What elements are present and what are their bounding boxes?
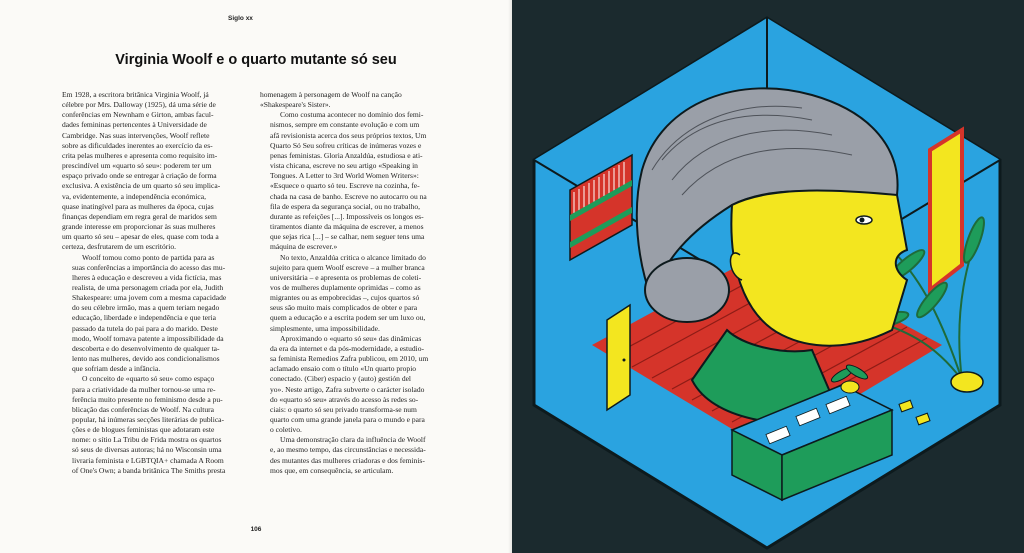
text-line: afã revisionista acerca dos seus próprios textos, Um [270, 130, 427, 140]
text-line: quarto com uma grande janela para o mundo e para [270, 415, 425, 424]
text-line: conferências em Newnham e Girton, ambas facul- [62, 110, 214, 120]
text-line: célebre por Mrs. Dalloway (1925), dá uma série de [62, 100, 216, 110]
text-line: homenagem à personagem de Woolf na canção [260, 90, 402, 99]
text-line: finanças dependiam em regra geral de maridos sem [62, 211, 217, 221]
text-line: lento nas mulheres, devido aos condicionalismos [72, 354, 220, 364]
window [930, 130, 962, 290]
text-line: migrantes ou as empobrecidas –, cujos quartos só [270, 293, 420, 303]
text-line: um quarto só seu – apesar de eles, quase com toda a [62, 232, 219, 242]
text-line: ferência muito presente no feminismo desde a pu- [72, 394, 223, 404]
illustration-page [512, 0, 1024, 553]
text-line: Como costuma acontecer no domínio dos femi- [280, 110, 424, 120]
paragraph [260, 253, 446, 334]
plant-pot [951, 372, 983, 392]
text-line: exclusiva. A existência de um quarto só seu implica- [62, 181, 221, 191]
article-title: Virginia Woolf e o quarto mutante só seu [115, 52, 397, 68]
door [607, 305, 630, 410]
text-line: grande interesse em proporcionar às suas mulheres [62, 222, 216, 232]
text-line: vista chicana, escreve no seu artigo «Speaking in [270, 161, 418, 171]
text-line: sujeito para quem Woolf escreve – a mulher branca [270, 262, 425, 272]
text-line: para a criatividade da mulher tornou-se uma re- [72, 384, 216, 394]
paragraph [260, 334, 446, 436]
text-line: que sofriam desde a infância. [72, 364, 161, 374]
text-line: só seus de diversas autoras; há no Wisconsin uma [72, 445, 222, 455]
text-line: dades femininas pertencentes à Universidade de [62, 120, 207, 130]
text-line: of One's Own; a banda britânica The Smiths presta [72, 465, 226, 475]
text-line: O conceito de «quarto só seu» como espaço [82, 374, 215, 384]
text-line: Shakespeare: uma jovem com a mesma capacidade [72, 293, 227, 303]
text-line: sobre as dificuldades inerentes ao exercício da es- [62, 140, 213, 150]
text-line: durante as refeições [...]. Impossíveis os longos es- [270, 211, 424, 221]
text-line: livraria feminista e LGBTQIA+ chamada A Room [72, 455, 224, 465]
text-line: «Shakespeare's Sister». [260, 100, 331, 110]
text-line: Quarto Só Seu sofreu críticas de inúmeras vozes e [270, 140, 422, 150]
text-line: Tongues. A Letter to 3rd World Women Writers»: [270, 171, 419, 181]
text-line: do seu célebre irmão, mas a quem teriam negado [72, 303, 220, 313]
text-line: quem a educação e a escrita podem ser um luxo ou, [270, 313, 426, 323]
text-line: quase inatingível para as mulheres da época, cujas [62, 201, 214, 211]
text-line: «Esquece o quarto só teu. Escreve na cozinha, fe- [270, 181, 420, 191]
text-line: descoberta e do desenvolvimento de qualquer ta- [72, 343, 220, 353]
paragraph [62, 253, 247, 375]
section-label: Siglo xx [228, 15, 253, 22]
text-line: realista, de uma personagem criada por ela, Judith [72, 282, 224, 292]
text-line: No texto, Anzaldúa critica o alcance limitado do [280, 252, 426, 262]
text-line: vos de mulheres duplamente oprimidas – como as [270, 282, 421, 292]
text-line: ções e de blogues feministas que adotaram este [72, 425, 215, 435]
paragraph [62, 374, 247, 476]
text-line: des mutantes das mulheres criadoras e dos feminis- [270, 455, 425, 465]
page-number: 106 [250, 526, 262, 533]
text-line: va, evidentemente, a independência económica, [62, 191, 206, 201]
paragraph [260, 435, 446, 476]
text-line: espaço privado onde se entregar à criação de forma [62, 171, 217, 181]
text-line: certeza, desfrutarem de um escritório. [62, 242, 176, 252]
left-column [62, 90, 247, 476]
paragraph [260, 90, 446, 110]
text-line: o coletivo. [270, 425, 302, 435]
text-line: ciais: o quarto só seu privado transforma-se num [270, 404, 417, 414]
text-line: máquina de escrever.» [270, 242, 338, 252]
text-line: aclamado ensaio com o título «Un quarto propio [270, 364, 417, 374]
text-line: suas conferências a importância do acesso das mu- [72, 262, 226, 272]
text-line: nismos, sempre em constante evolução e com um [270, 120, 420, 130]
text-line: popular, há inúmeras secções literárias de publica- [72, 415, 225, 424]
text-line: blicação das conferências de Woolf. Na cultura [72, 404, 214, 414]
text-line: prescindível um «quarto só seu»: poderem ter um [62, 161, 212, 171]
text-line: do «quarto só seu» através do acesso às redes so- [270, 394, 419, 404]
text-line: nome: o sítio La Tribu de Frida mostra os quartos [72, 435, 222, 445]
text-line: Em 1928, a escritora britânica Virginia Woolf, já [62, 90, 209, 99]
text-line: modo, Woolf tornava patente a impossibilidade da [72, 333, 224, 343]
text-line: penas feministas. Gloria Anzaldúa, estudiosa e ati- [270, 150, 423, 160]
hair-bun [645, 258, 729, 322]
text-line: seus são muito mais complicados de obter e para [270, 303, 418, 313]
text-line: Woolf tomou como ponto de partida para as [82, 252, 215, 262]
room-illustration [512, 0, 1024, 553]
text-line: Aproximando o «quarto só seu» das dinâmicas [280, 333, 422, 343]
text-line: crita pelas mulheres e apresenta como requisito im- [62, 150, 218, 160]
paragraph [260, 110, 446, 252]
text-line: simplesmente, uma impossibilidade. [270, 323, 380, 333]
text-line: universitária – e apresenta os problemas de coleti- [270, 272, 422, 282]
text-line: mos que, em consequência, se articulam. [270, 465, 394, 475]
text-line: fila de espera da segurança social, ou no trabalho, [270, 201, 421, 211]
right-column [260, 90, 446, 476]
text-line: educação, liberdade e independência e que teria [72, 313, 216, 323]
text-line: e, ao mesmo tempo, das circunstâncias e necessida- [270, 445, 426, 455]
text-line: Cambridge. Nas suas intervenções, Woolf reflete [62, 130, 210, 140]
text-line: passado da tutela do pai para a do marido. Deste [72, 323, 218, 333]
text-line: chada na casa de banho. Escreve no autocarro ou na [270, 191, 427, 201]
text-line: Uma demonstração clara da influência de Woolf [280, 435, 426, 445]
text-line: yo». Neste artigo, Zafra subverte o carácter isolado [270, 384, 425, 394]
text-line: conectado. (Ciber) espacio y (auto) gestión del [270, 374, 412, 384]
paragraph [62, 90, 247, 253]
text-line: lheres à educação e descreveu a vida fictícia, mas [72, 272, 222, 282]
text-line: da era da internet e da pós-modernidade, a estudio- [270, 343, 425, 353]
text-line: sa feminista Remedios Zafra publicou, em 2010, um [270, 354, 429, 364]
text-line: tiramentos diante da máquina de escrever, a menos [270, 222, 424, 232]
text-line: que sejas rica [...] – se calhar, nem seguer tens uma [270, 232, 425, 242]
